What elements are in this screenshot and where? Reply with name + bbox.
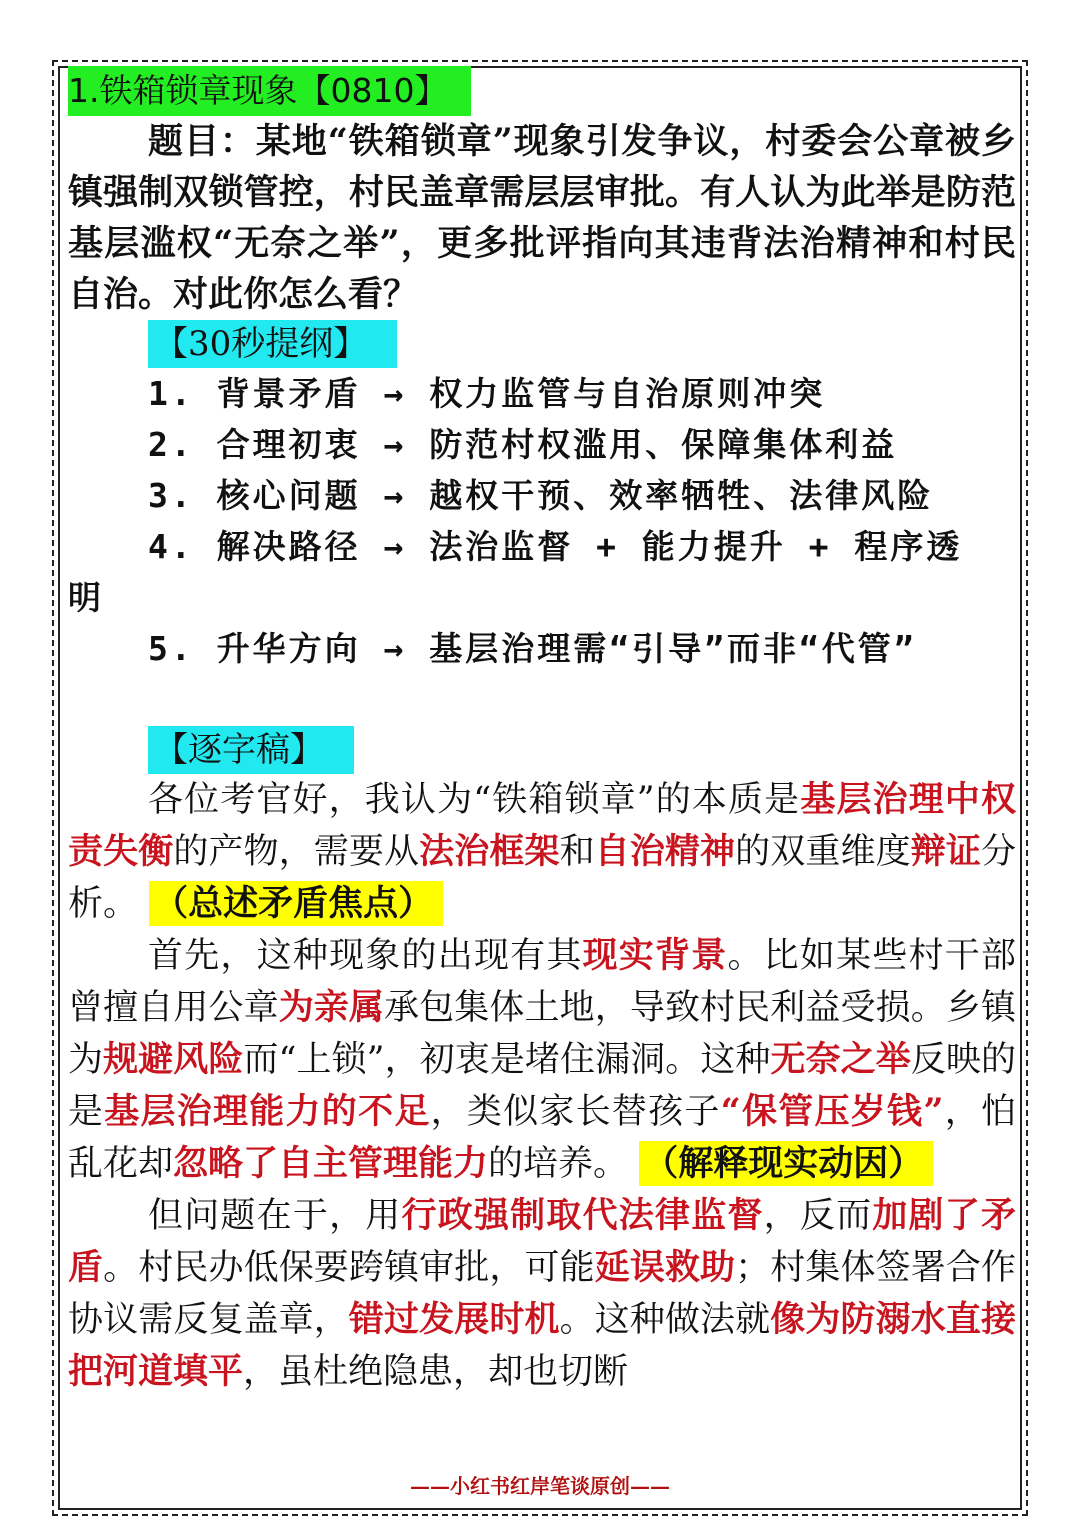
- question-text: 题目：某地“铁箱锁章”现象引发争议，村委会公章被乡镇强制双锁管控，村民盖章需层层审批。有人认为此举是防范基层滥权“无奈之举”，更多批评指向其违背法治精神和村民自治。对此你怎么看？: [68, 121, 1016, 315]
- emphasis: 规避风险: [103, 1039, 244, 1080]
- text: 。比如某些村干部曾擅自用公章: [68, 936, 1016, 1028]
- text: 但问题在于，用: [148, 1196, 402, 1236]
- emphasis: 自治精神: [594, 831, 736, 872]
- emphasis: 现实背景: [582, 935, 728, 976]
- text: ，怕乱花却: [68, 1092, 1016, 1184]
- outline-item: 5. 升华方向 → 基层治理需“引导”而非“代管”: [148, 629, 917, 668]
- text: 的双重维度: [735, 832, 911, 872]
- text: 。这种做法就: [559, 1300, 771, 1340]
- script-paragraph-1: [68, 774, 1016, 930]
- emphasis: 错过发展时机: [348, 1299, 560, 1340]
- outline-item-continuation: 明: [68, 578, 104, 617]
- text: 首先，这种现象的出现有其: [148, 936, 583, 976]
- text: 。村民办低保要跨镇审批，可能: [103, 1248, 595, 1288]
- text: ；村集体签署合作协议需反复盖章，: [68, 1248, 1016, 1340]
- highlight-note: （解释现实动因）: [639, 1141, 933, 1186]
- emphasis: 为亲属: [278, 987, 385, 1028]
- text: ，类似家长替孩子: [430, 1092, 721, 1132]
- footer-credit: ——小红书红岸笔谈原创——: [410, 1474, 670, 1498]
- outline-item: 1. 背景矛盾 → 权力监管与自治原则冲突: [148, 374, 826, 413]
- emphasis: 基层治理中权责失衡: [68, 779, 1016, 872]
- outline-tag: 【30秒提纲】: [148, 320, 397, 368]
- text: 承包集体土地，导致村民利益受损。乡镇为: [68, 988, 1016, 1080]
- emphasis: 延误救助: [594, 1247, 736, 1288]
- text: 而“上锁”，初衷是堵住漏洞。这种: [243, 1040, 771, 1080]
- script-paragraph-2: [68, 930, 1016, 1190]
- emphasis: 法治框架: [419, 831, 560, 872]
- emphasis: 基层治理能力的不足: [104, 1091, 431, 1132]
- text: 反映的是: [68, 1040, 1016, 1132]
- outline-list: [68, 368, 1016, 674]
- emphasis: 辩证: [910, 831, 981, 872]
- spacer: [68, 674, 1016, 726]
- emphasis: 行政强制取代法律监督: [401, 1195, 764, 1236]
- text: 各位考官好，我认为“铁箱锁章”的本质是: [148, 780, 801, 820]
- emphasis: 忽略了自主管理能力: [173, 1143, 489, 1184]
- text: 和: [559, 832, 595, 872]
- highlight-note: （总述矛盾焦点）: [149, 881, 443, 926]
- emphasis: 加剧了矛盾: [68, 1195, 1016, 1288]
- text: 的产物，需要从: [173, 832, 420, 872]
- emphasis: 像为防溺水直接把河道填平: [68, 1299, 1016, 1392]
- script-tag: 【逐字稿】: [148, 726, 354, 774]
- outline-item: 4. 解决路径 → 法治监督 + 能力提升 + 程序透: [148, 527, 963, 566]
- emphasis: “保管压岁钱”: [720, 1091, 944, 1132]
- text: 分析。: [68, 832, 1016, 924]
- outline-item: 3. 核心问题 → 越权干预、效率牺牲、法律风险: [148, 476, 934, 515]
- text: 的培养。: [488, 1144, 629, 1184]
- script-paragraph-3: [68, 1190, 1016, 1398]
- document-body: [68, 66, 1016, 1398]
- outline-item: 2. 合理初衷 → 防范村权滥用、保障集体利益: [148, 425, 898, 464]
- text: ，反而: [763, 1196, 873, 1236]
- text: ，虽杜绝隐患，却也切断: [243, 1352, 629, 1392]
- emphasis: 无奈之举: [770, 1039, 911, 1080]
- section-title: 1.铁箱锁章现象【0810】: [68, 66, 471, 116]
